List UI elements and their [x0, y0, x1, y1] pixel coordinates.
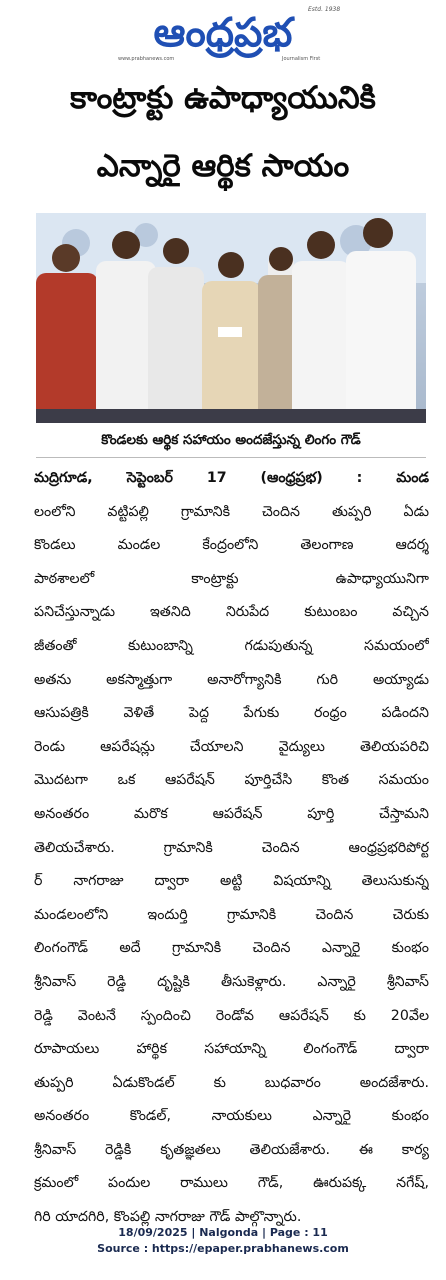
- article-line: రెండు ఆపరేషన్లు చేయాలని వైద్యులు తెలియపరిచి: [34, 738, 429, 755]
- group-photo-people-icon: [36, 213, 426, 423]
- article-line: మద్రిగూడ, సెప్టెంబర్ 17 (ఆంధ్రప్రభ) : మండ: [34, 470, 429, 486]
- article-line: శ్రీనివాస్ రెడ్డికి కృతజ్ఞతలు తెలియజేశారు. ఈ కార్య: [34, 1141, 429, 1158]
- article-line: అతను అకస్మాత్తుగా అనారోగ్యానికి గురి అయ్యాడు: [34, 671, 429, 688]
- article-line: ర్ నాగరాజు ద్వారా అట్టి విషయాన్ని తెలుసుకున్న: [34, 873, 429, 890]
- article-line: పనిచేస్తున్నాడు ఇతనిది నిరుపేద కుటుంబం వచ్చిన: [34, 604, 429, 621]
- article-line: లంలోని వట్టిపల్లి గ్రామానికి చెందిన తుప్పరి ఏడు: [34, 503, 429, 520]
- article-line: తుప్పరి ఏడుకొండల్ కు బుధవారం అందజేశారు.: [34, 1074, 429, 1091]
- estd-label: Estd. 1938: [308, 6, 341, 13]
- article-line: మండలంలోని ఇందుర్తి గ్రామానికి చెందిన చెరుకు: [34, 906, 429, 923]
- footer-source-link[interactable]: Source : https://epaper.prabhanews.com: [97, 1242, 349, 1255]
- news-photo: [36, 213, 426, 423]
- headline-line-2: ఎన్నారై ఆర్థిక సాయం: [96, 148, 350, 184]
- article-line: అనంతరం కొండల్, నాయకులు ఎన్నారై కుంభం: [34, 1108, 429, 1125]
- footer-date-edition: 18/09/2025 | Nalgonda | Page : 11: [118, 1226, 328, 1239]
- article-line: అనంతరం మరొక ఆపరేషన్ పూర్తి చేస్తామని: [34, 805, 429, 822]
- masthead-logo-icon: [0, 0, 446, 66]
- tagline-small: Journalism First: [282, 56, 321, 62]
- article-body: [34, 462, 429, 1235]
- article-line: జీతంతో కుటుంబాన్ని గడుపుతున్న సమయంలో: [34, 637, 429, 654]
- article-line: గిరి యాదగిరి, కొంపల్లి నాగరాజు గౌడ్ పాల్గొన్నారు.: [34, 1209, 302, 1226]
- article-line: పాఠశాలలో కాంట్రాక్టు ఉపాధ్యాయునిగా: [34, 570, 429, 587]
- headline-line-1: కాంట్రాక్టు ఉపాధ్యాయునికి: [70, 80, 376, 116]
- article-line: మొదటగా ఒక ఆపరేషన్ పూర్తిచేసి కొంత సమయం: [34, 772, 429, 789]
- article-line: ఆసుపత్రికి వెళితే పెద్ద పేగుకు రంధ్రం పడిందని: [34, 705, 429, 722]
- article-line: తెలియచేశారు. గ్రామానికి చెందిన ఆంధ్రప్రభరిపోర్ట: [34, 839, 429, 856]
- masthead: [0, 0, 446, 66]
- article-line: లింగంగౌడ్ అదే గ్రామానికి చెందిన ఎన్నారై కుంభం: [34, 940, 429, 957]
- article-line: రూపాయలు హార్థిక సహాయాన్ని లింగంగౌడ్ ద్వారా: [34, 1041, 429, 1058]
- article-line: కొండలు మండల కేంద్రంలోని తెలంగాణ ఆదర్శ: [34, 537, 429, 554]
- website-small: www.prabhanews.com: [118, 56, 175, 62]
- logo-text: ఆంధ్రప్రభ: [153, 10, 293, 56]
- article-line: రెడ్డి వెంటనే స్పందించి రెండోవ ఆపరేషన్ కు 20వేల: [34, 1007, 429, 1024]
- photo-caption: కొండలకు ఆర్థిక సహాయం అందజేస్తున్న లింగం గౌడ్: [36, 423, 426, 458]
- article-line: క్రమంలో పందుల రాములు గౌడ్, ఊరుపక్క నగేష్,: [34, 1175, 429, 1192]
- article-line: శ్రీనివాస్ రెడ్డి దృష్టికి తీసుకెళ్లారు. ఎన్నారై శ్రీనివాస్: [34, 973, 429, 990]
